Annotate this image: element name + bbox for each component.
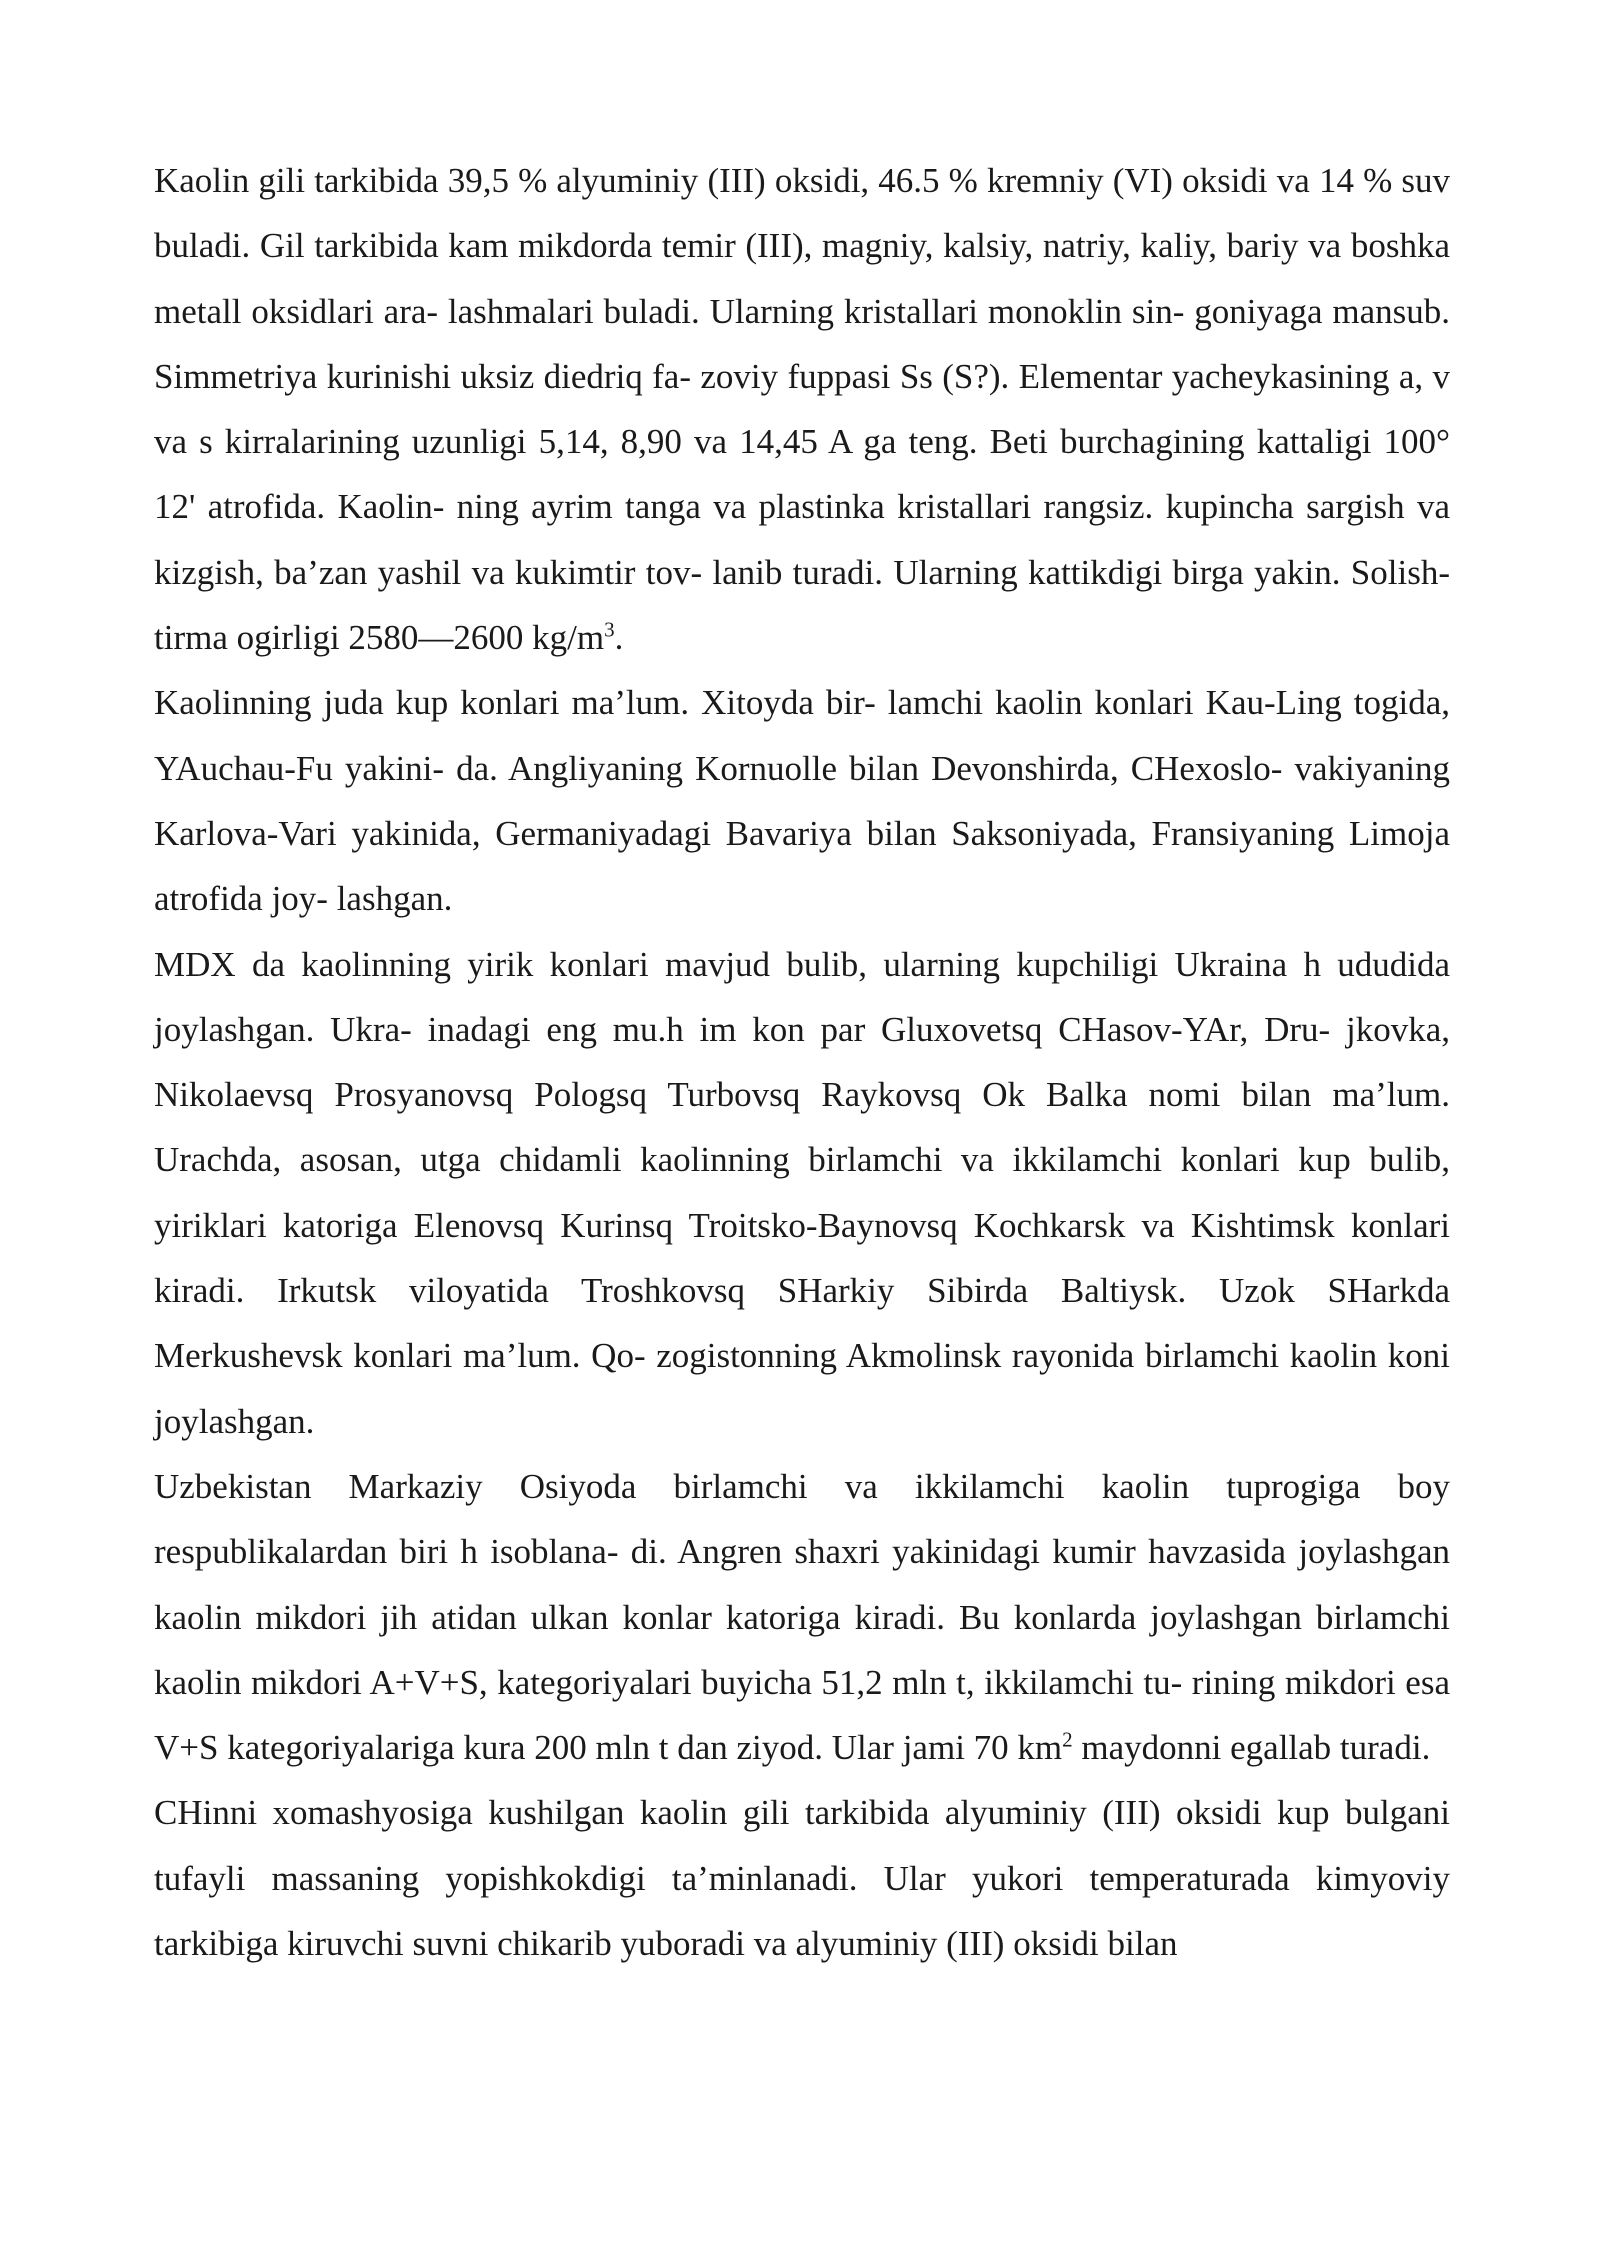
paragraph-kaolin-deposits-world: Kaolinning juda kup konlari ma’lum. Xitoyda bir- lamchi kaolin konlari Kau-Ling togida, YAuchau-Fu yakini- da. Angliyaning Kornuolle bilan Devonshirda, CHexoslo- vakiyaning Karlova-Vari yakinida, Germaniyadagi Bavariya bilan Saksoniyada, Fransiyaning Limoja atrofida joy- lashgan. [154,683,1450,919]
document-page [154,148,1450,1976]
paragraph-kaolin-composition [154,148,1450,670]
paragraph-kaolin-uzbekistan [154,1454,1450,1780]
paragraph-porcelain-raw-material: CHinni xomashyosiga kushilgan kaolin gili tarkibida alyuminiy (III) oksidi kup bulgani tufayli massaning yopishkokdigi ta’minlanadi. Ular yukori temperaturada kimyoviy tarkibiga kiruvchi suvni chikarib yuboradi va alyuminiy (III) oksidi bilan [154,1793,1450,1964]
superscript: 3 [604,617,615,642]
superscript: 2 [1062,1727,1073,1752]
paragraph-text-end: maydonni egallab turadi. [1072,1728,1431,1768]
paragraph-kaolin-deposits-mdx: MDX da kaolinning yirik konlari mavjud bulib, ularning kupchiligi Ukraina h ududida joylashgan. Ukra- inadagi eng mu.h im kon par Gluxovetsq CHasov-YAr, Dru- jkovka, Nikolaevsq Prosyanovsq Pologsq Turbovsq Raykovsq Ok Balka nomi bilan ma’lum. Urachda, asosan, utga chidamli kaolinning birlamchi va ikkilamchi konlari kup bulib, yiriklari katoriga Elenovsq Kurinsq Troitsko-Baynovsq Kochkarsk va Kishtimsk konlari kiradi. Irkutsk viloyatida Troshkovsq SHarkiy Sibirda Baltiysk. Uzok SHarkda Merkushevsk konlari ma’lum. Qo- zogistonning Akmolinsk rayonida birlamchi kaolin koni joylashgan. [154,944,1450,1441]
paragraph-text-end: . [614,618,624,658]
paragraph-text: Uzbekistan Markaziy Osiyoda birlamchi va ikkilamchi kaolin tuprogiga boy respublikalardan biri h isoblana- di. Angren shaxri yakinidagi kumir havzasida joylashgan kaolin mikdori jih atidan ulkan konlar katoriga kiradi. Bu konlarda joylashgan birlamchi kaolin mikdori A+V+S, kategoriyalari buyicha 51,2 mln t, ikkilamchi tu- rining mikdori esa V+S kategoriyalariga kura 200 mln t dan ziyod. Ular jami 70 km [154,1466,1450,1768]
paragraph-text: Kaolin gili tarkibida 39,5 % alyuminiy (III) oksidi, 46.5 % kremniy (VI) oksidi va 14 % suv buladi. Gil tarkibida kam mikdorda temir (III), magniy, kalsiy, natriy, kaliy, bariy va boshka metall oksidlari ara- lashmalari buladi. Ularning kristallari monoklin sin- goniyaga mansub. Simmetriya kurinishi uksiz diedriq fa- zoviy fuppasi Ss (S?). Elementar yacheykasining a, v va s kirralarining uzunligi 5,14, 8,90 va 14,45 A ga teng. Beti burchagining kattaligi 100° 12' atrofida. Kaolin- ning ayrim tanga va plastinka kristallari rangsiz. kupincha sargish va kizgish, ba’zan yashil va kukimtir tov- lanib turadi. Ularning kattikdigi birga yakin. Solish- tirma ogirligi 2580—2600 kg/m [154,161,1450,658]
